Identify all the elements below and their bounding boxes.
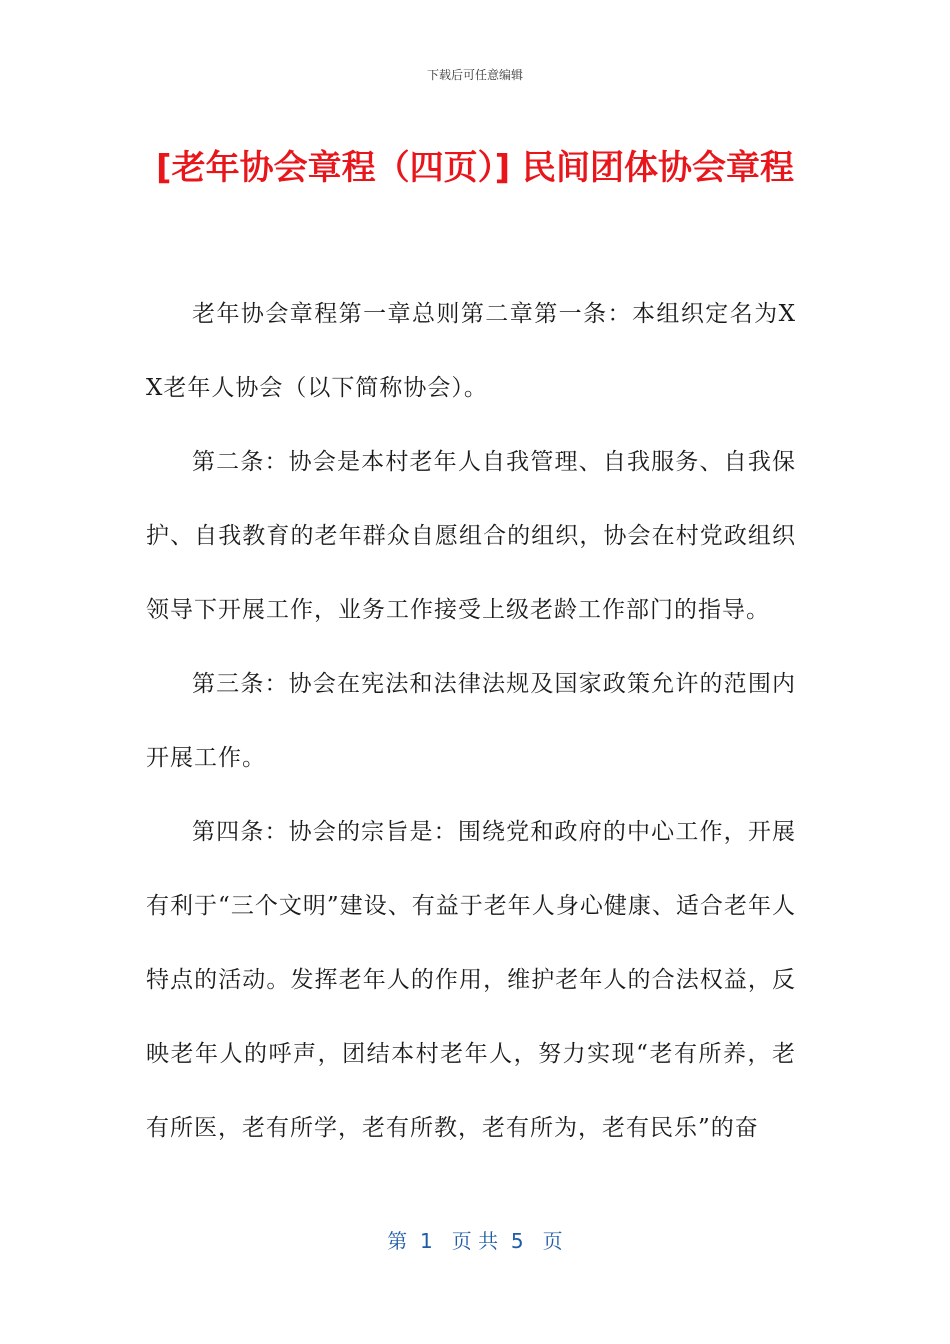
document-title: [老年协会章程（四页）] 民间团体协会章程 (156, 148, 794, 188)
paragraph-article-1: 老年协会章程第一章总则第二章第一条：本组织定名为XX老年人协会（以下简称协会）。 (146, 301, 796, 401)
paragraph-article-2: 第二条：协会是本村老年人自我管理、自我服务、自我保护、自我教育的老年群众自愿组合的组织，协会在村党政组织领导下开展工作，业务工作接受上级老龄工作部门的指导。 (146, 449, 796, 623)
paragraph-article-3: 第三条：协会在宪法和法律法规及国家政策允许的范围内开展工作。 (146, 671, 796, 771)
paragraph-article-4: 第四条：协会的宗旨是：围绕党和政府的中心工作，开展有利于“三个文明”建设、有益于老年人身心健康、适合老年人特点的活动。发挥老年人的作用，维护老年人的合法权益，反映老年人的呼声，团结本村老年人，努力实现“老有所养，老有所医，老有所学，老有所教，老有所为，老有民乐”的奋 (146, 819, 796, 1141)
page-number-footer: 第 1 页 共 5 页 (387, 1229, 563, 1253)
header-note: 下载后可任意编辑 (426, 68, 523, 82)
document-body (146, 277, 796, 1157)
